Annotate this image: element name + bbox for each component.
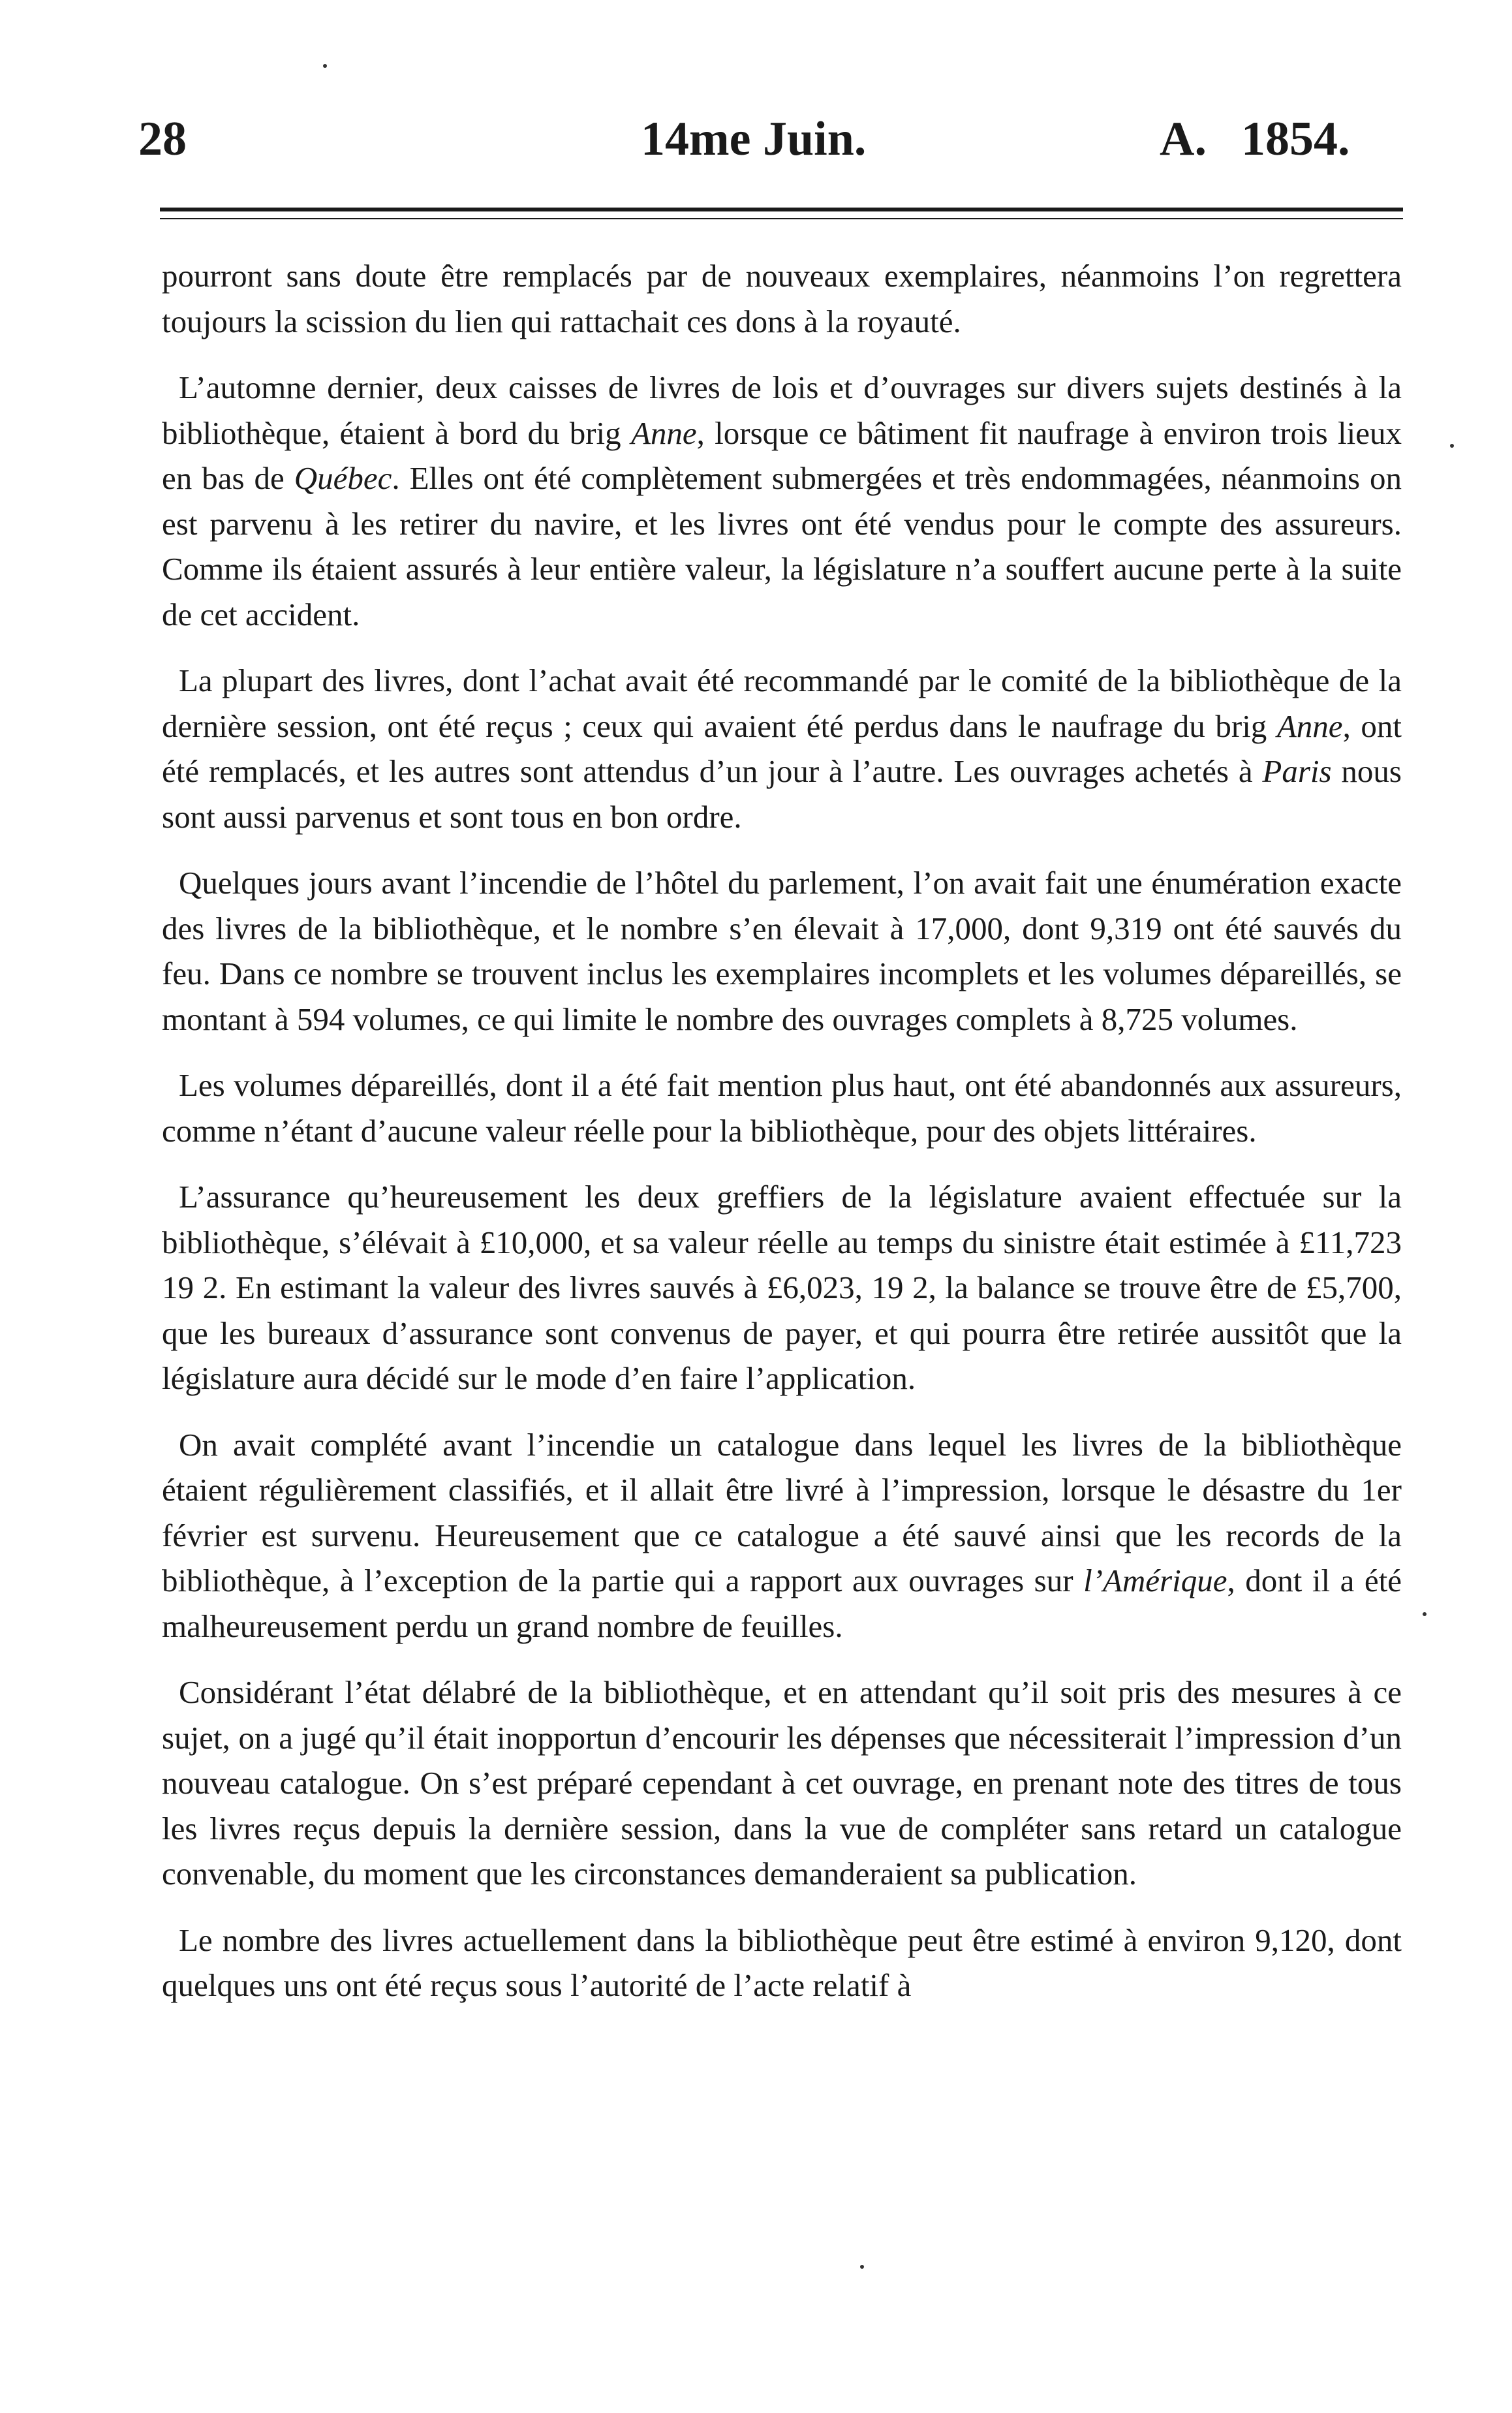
italic-place-name: l’Amérique <box>1083 1563 1227 1598</box>
print-speck <box>1450 444 1454 448</box>
paragraph <box>162 658 1402 839</box>
paragraph <box>162 1174 1402 1401</box>
italic-place-name: Québec <box>294 460 392 496</box>
paragraph-text: Quelques jours avant l’incendie de l’hôtel du parlement, l’on avait fait une énumération exacte des livres de la bibliothèque, et le nombre s’en élevait à 17,000, dont 9,319 ont été sauvés du feu. Dans ce nombre se trouvent inclus les exemplaires incomplets et les volumes dépareillés, se montant à 594 volumes, ce qui limite le nombre des ouvrages complets à 8,725 volumes. <box>162 865 1402 1037</box>
header-rule-thin <box>160 218 1403 219</box>
paragraph-text: Considérant l’état délabré de la bibliothèque, et en attendant qu’il soit pris des mesures à ce sujet, on a jugé qu’il était inopportun d’encourir les dépenses que nécessiterait l’impression d’un nouveau catalogue. On s’est préparé cependant à cet ouvrage, en prenant note des titres de tous les livres reçus depuis la dernière session, dans la vue de compléter sans retard un catalogue convenable, du moment que les circonstances demanderaient sa publication. <box>162 1674 1402 1891</box>
paragraph-continued <box>162 253 1402 344</box>
paragraph-text: Le nombre des livres actuellement dans la bibliothèque peut être estimé à environ 9,120, dont quelques uns ont été reçus sous l’autorité de l’acte relatif à <box>162 1922 1402 2003</box>
paragraph-text: pourront sans doute être remplacés par de nouveaux exemplaires, néanmoins l’on regrettera toujours la scission du lien qui rattachait ces dons à la royauté. <box>162 258 1402 339</box>
header-year-prefix: A. <box>1160 112 1207 166</box>
italic-ship-name: Anne <box>1276 708 1343 744</box>
paragraph <box>162 1670 1402 1897</box>
italic-place-name: Paris <box>1262 753 1332 789</box>
running-head <box>138 110 1412 168</box>
paragraph-text: L’automne dernier, deux caisses de livres de lois et d’ouvrages sur divers sujets destinés à la bibliothèque, étaient à bord du brig <box>162 369 1402 451</box>
paragraph-text: Les volumes dépareillés, dont il a été fait mention plus haut, ont été abandonnés aux assureurs, comme n’étant d’aucune valeur réelle pour la bibliothèque, pour des objets littéraires. <box>162 1067 1402 1149</box>
paragraph <box>162 1422 1402 1649</box>
header-rule-thick <box>160 208 1403 211</box>
page-number: 28 <box>138 112 187 166</box>
header-date: 14me Juin. <box>641 112 867 166</box>
paragraph <box>162 860 1402 1042</box>
paragraph-text: , ont été remplacés, et les autres sont attendus d’un jour à l’autre. Les ouvrages achetés à <box>162 708 1402 789</box>
print-speck <box>860 2265 864 2269</box>
italic-ship-name: Anne <box>630 414 697 451</box>
paragraph <box>162 1918 1402 2008</box>
paragraph-text: L’assurance qu’heureusement les deux greffiers de la législature avaient effectuée sur la bibliothèque, s’élévait à £10,000, et sa valeur réelle au temps du sinistre était estimée à £11,723 19 2. En estimant la valeur des livres sauvés à £6,023, 19 2, la balance se trouve être de £5,700, que les bureaux d’assurance sont convenus de payer, et qui pourra être retirée aussitôt que la législature aura décidé sur le mode d’en faire l’application. <box>162 1179 1402 1396</box>
paragraph-text: , dont il a été malheureusement perdu un grand nombre de feuilles. <box>162 1563 1402 1644</box>
paragraph-text: . Elles ont été complètement submergées et très endommagées, néanmoins on est parvenu à les retirer du navire, et les livres ont été vendus pour le compte des assureurs. Comme ils étaient assurés à leur entière valeur, la législature n’a souffert aucune perte à la suite de cet accident. <box>162 460 1402 632</box>
print-speck <box>323 64 327 68</box>
print-speck <box>1423 1612 1427 1616</box>
paragraph <box>162 365 1402 637</box>
paragraph <box>162 1063 1402 1153</box>
paragraph-text: nous sont aussi parvenus et sont tous en bon ordre. <box>162 753 1402 835</box>
body-text <box>162 253 1402 2029</box>
header-year: 1854. <box>1241 112 1350 166</box>
paragraph-text: On avait complété avant l’incendie un catalogue dans lequel les livres de la bibliothèque étaient régulièrement classifiés, et il allait être livré à l’impression, lorsque le désastre du 1er février est survenu. Heureusement que ce catalogue a été sauvé ainsi que les records de la bibliothèque, à l’exception de la partie qui a rapport aux ouvrages sur <box>162 1426 1402 1598</box>
paragraph-text: La plupart des livres, dont l’achat avait été recommandé par le comité de la bibliothèque de la dernière session, ont été reçus ; ceux qui avaient été perdus dans le naufrage du brig <box>162 662 1402 744</box>
paragraph-text: , lorsque ce bâtiment fit naufrage à environ trois lieux en bas de <box>162 414 1402 496</box>
